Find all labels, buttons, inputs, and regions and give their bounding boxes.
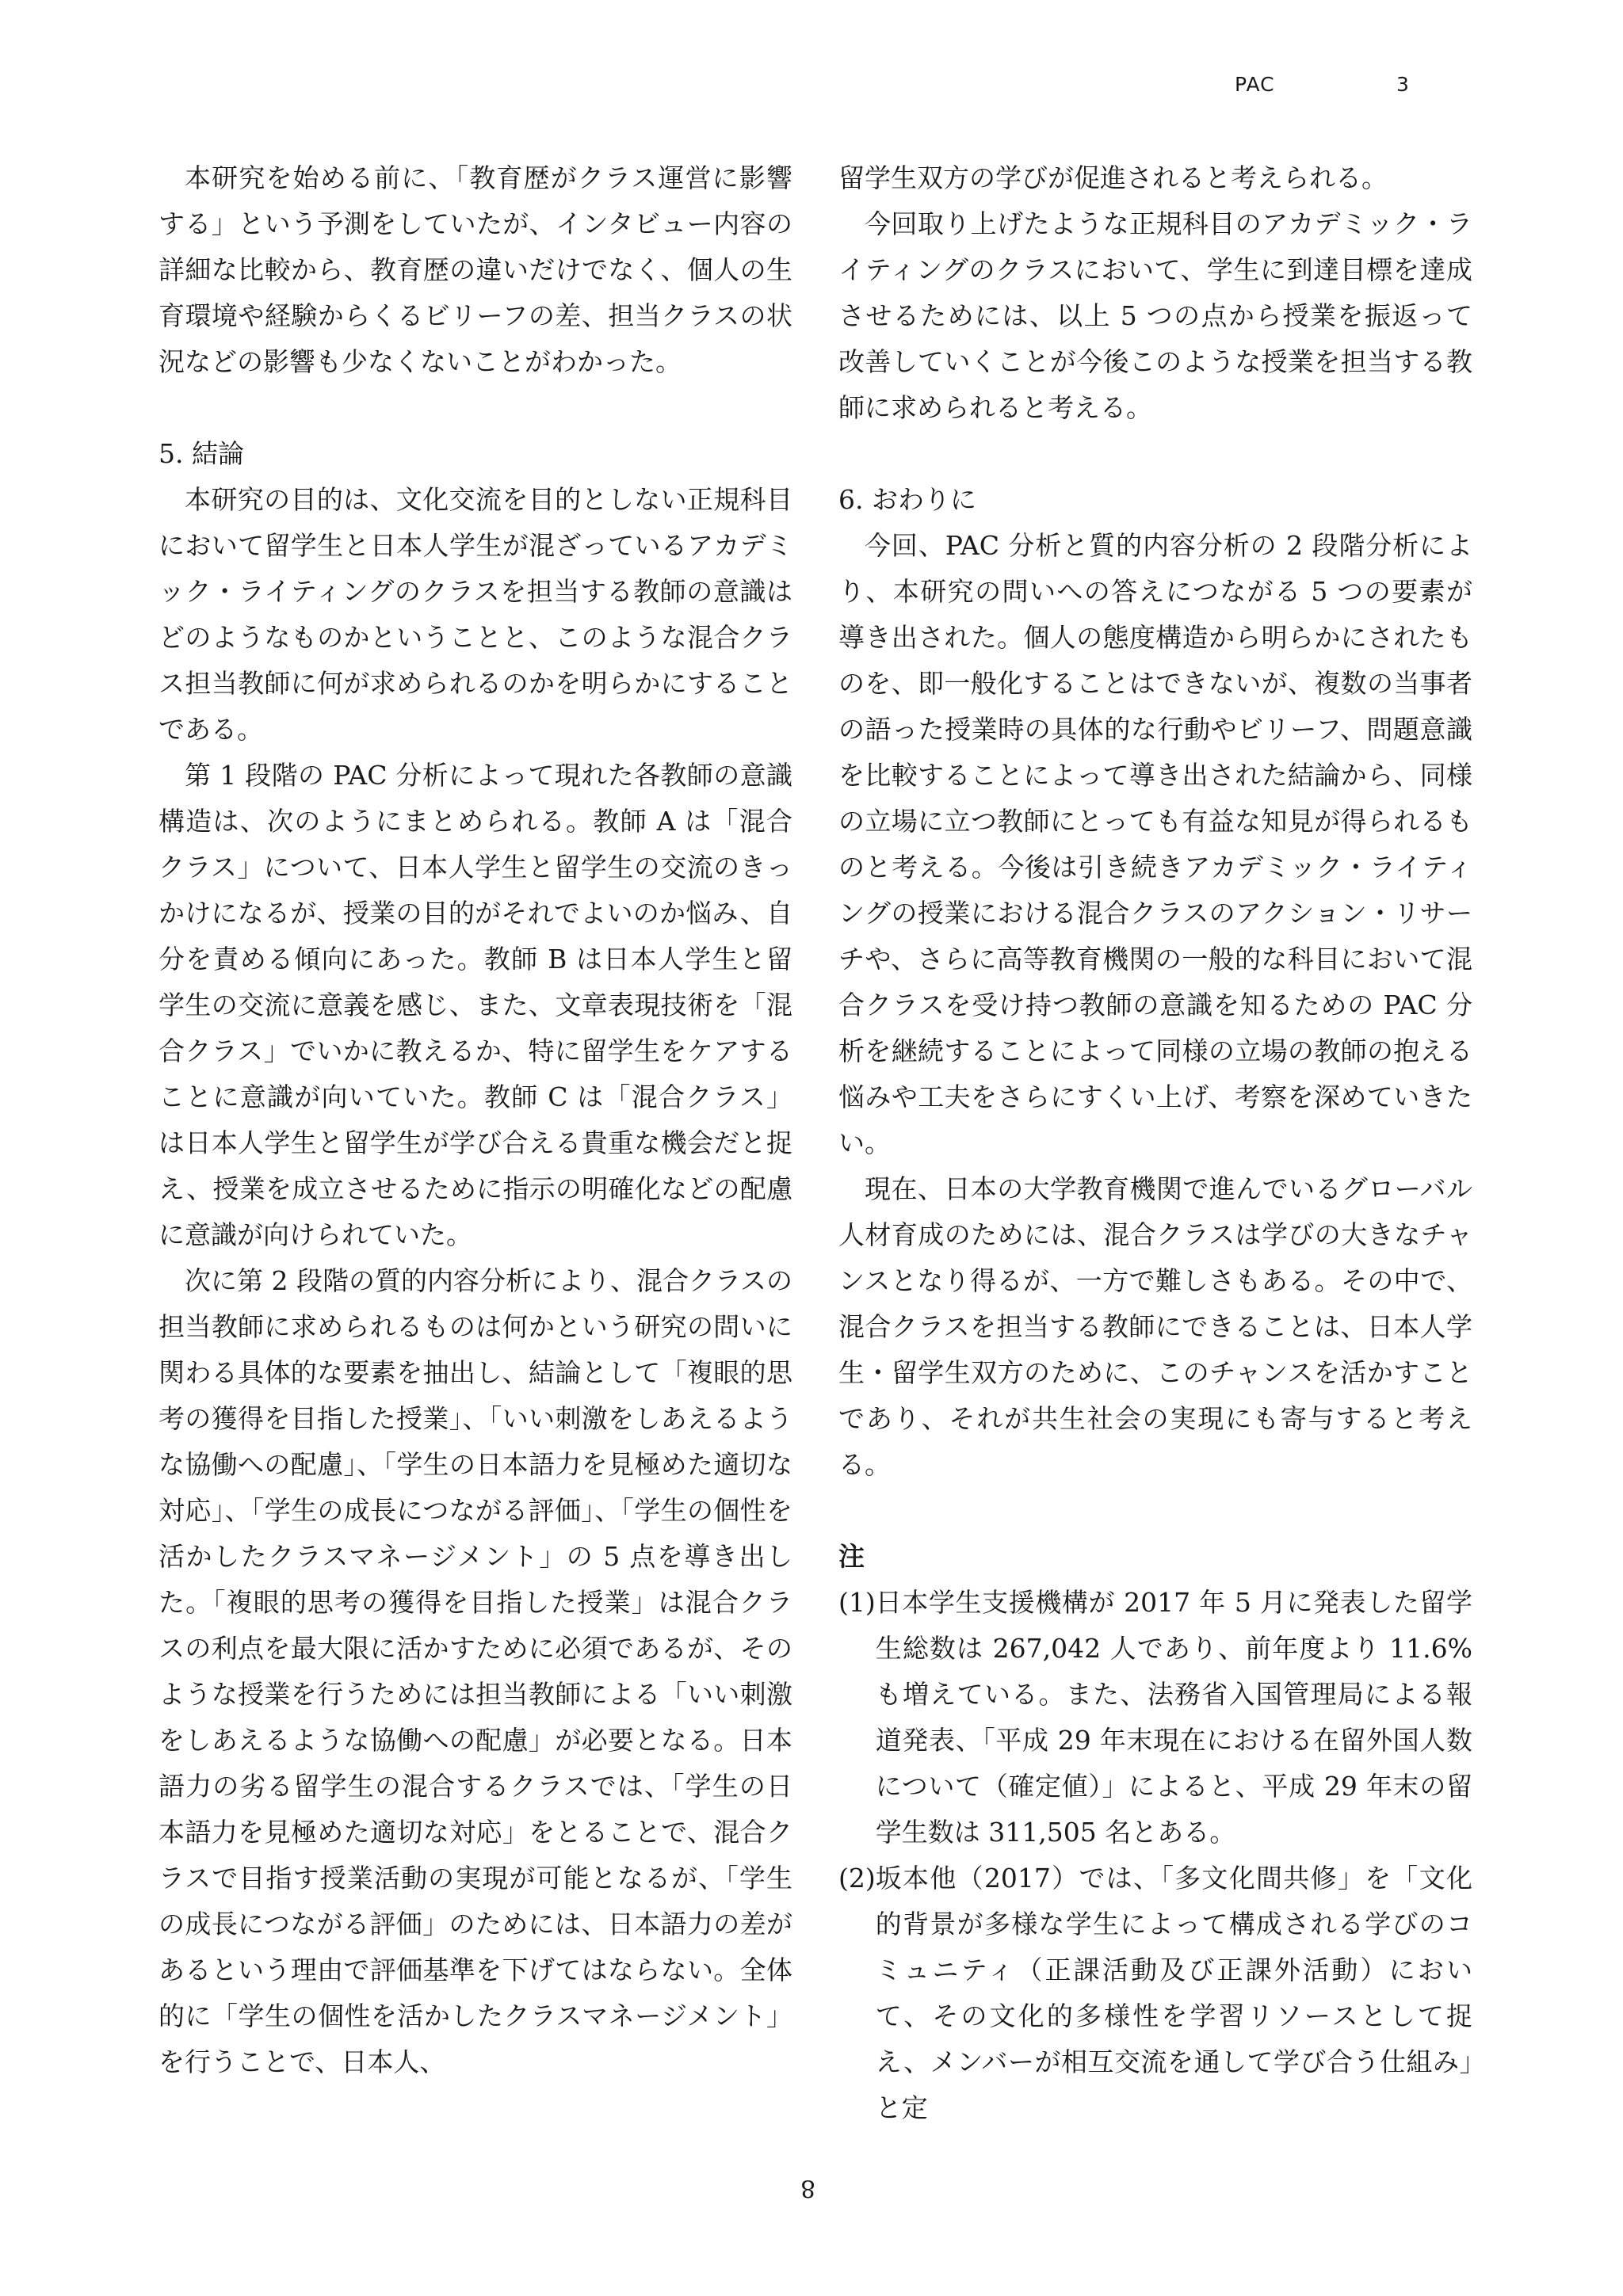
footnote-text: 日本学生支援機構が 2017 年 5 月に発表した留学生総数は 267,042 人であり、前年度より 11.6% も増えている。また、法務省入国管理局による報道発表、「平成 29 年末現在における在留外国人数について（確定値）」によると、平成 29 年末の留学生数は 311,505 名とある。 (875, 1587, 1472, 1848)
paragraph: 次に第 2 段階の質的内容分析により、混合クラスの担当教師に求められるものは何かという研究の問いに関わる具体的な要素を抽出し、結論として「複眼的思考の獲得を目指した授業」、「いい刺激をしあえるような協働への配慮」、「学生の日本語力を見極めた適切な対応」、「学生の成長につながる評価」、「学生の個性を活かしたクラスマネージメント」の 5 点を導き出した。「複眼的思考の獲得を目指した授業」は混合クラスの利点を最大限に活かすために必須であるが、そのような授業を行うためには担当教師による「いい刺激をしあえるような協働への配慮」が必要となる。日本語力の劣る留学生の混合するクラスでは、「学生の日本語力を見極めた適切な対応」をとることで、混合クラスで目指す授業活動の実現が可能となるが、「学生の成長につながる評価」のためには、日本語力の差があるという理由で評価基準を下げてはならない。全体的に「学生の個性を活かしたクラスマネージメント」を行うことで、日本人、 (158, 1265, 793, 2077)
footnote-number: (2) (838, 1863, 876, 1894)
page-number-top: 3 (1396, 73, 1409, 96)
paragraph: 留学生双方の学びが促進されると考えられる。 (838, 162, 1388, 193)
section-heading-conclusion: 5. 結論 (158, 438, 244, 469)
left-column (158, 155, 792, 2085)
paragraph: 第 1 段階の PAC 分析によって現れた各教師の意識構造は、次のようにまとめられる。教師 A は「混合クラス」について、日本人学生と留学生の交流のきっかけになるが、授業の目的がそれでよいのか悩み、自分を責める傾向にあった。教師 B は日本人学生と留学生の交流に意義を感じ、また、文章表現技術を「混合クラス」でいかに教えるか、特に留学生をケアすることに意識が向いていた。教師 C は「混合クラス」は日本人学生と留学生が学び合える貴重な機会だと捉え、授業を成立させるために指示の明確化などの配慮に意識が向けられていた。 (158, 760, 792, 1250)
footnote (838, 1580, 1472, 1855)
footnote-number: (1) (838, 1587, 876, 1618)
paragraph: 本研究の目的は、文化交流を目的としない正規科目において留学生と日本人学生が混ざっているアカデミック・ライティングのクラスを担当する教師の意識はどのようなものかということと、このような混合クラス担当教師に何が求められるのかを明らかにすることである。 (158, 484, 793, 745)
paragraph: 現在、日本の大学教育機関で進んでいるグローバル人材育成のためには、混合クラスは学びの大きなチャンスとなり得るが、一方で難しさもある。その中で、混合クラスを担当する教師にできることは、日本人学生・留学生双方のために、このチャンスを活かすことであり、それが共生社会の実現にも寄与すると考える。 (838, 1173, 1472, 1480)
footnote (838, 1855, 1472, 2131)
right-column (838, 155, 1472, 2131)
section-heading-closing: 6. おわりに (838, 484, 976, 515)
running-head: PAC (1235, 73, 1275, 96)
page-number-footer: 8 (800, 2174, 816, 2202)
paragraph: 本研究を始める前に、「教育歴がクラス運営に影響する」という予測をしていたが、インタビュー内容の詳細な比較から、教育歴の違いだけでなく、個人の生育環境や経験からくるビリーフの差、担当クラスの状況などの影響も少なくないことがわかった。 (158, 162, 792, 377)
paragraph: 今回、PAC 分析と質的内容分析の 2 段階分析により、本研究の問いへの答えにつながる 5 つの要素が導き出された。個人の態度構造から明らかにされたものを、即一般化することはできないが、複数の当事者の語った授業時の具体的な行動やビリーフ、問題意識を比較することによって導き出された結論から、同様の立場に立つ教師にとっても有益な知見が得られるものと考える。今後は引き続きアカデミック・ライティングの授業における混合クラスのアクション・リサーチや、さらに高等教育機関の一般的な科目において混合クラスを受け持つ教師の意識を知るための PAC 分析を継続することによって同様の立場の教師の抱える悩みや工夫をさらにすくい上げ、考察を深めていきたい。 (838, 530, 1472, 1158)
paragraph: 今回取り上げたような正規科目のアカデミック・ライティングのクラスにおいて、学生に到達目標を達成させるためには、以上 5 つの点から授業を振返って改善していくことが今後このような授業を担当する教師に求められると考える。 (838, 208, 1472, 423)
notes-heading: 注 (838, 1541, 865, 1572)
footnote-text: 坂本他（2017）では、「多文化間共修」を「文化的背景が多様な学生によって構成される学びのコミュニティ（正課活動及び正課外活動）において、その文化的多様性を学習リソースとして捉え、メンバーが相互交流を通して学び合う仕組み」と定 (875, 1863, 1472, 2123)
